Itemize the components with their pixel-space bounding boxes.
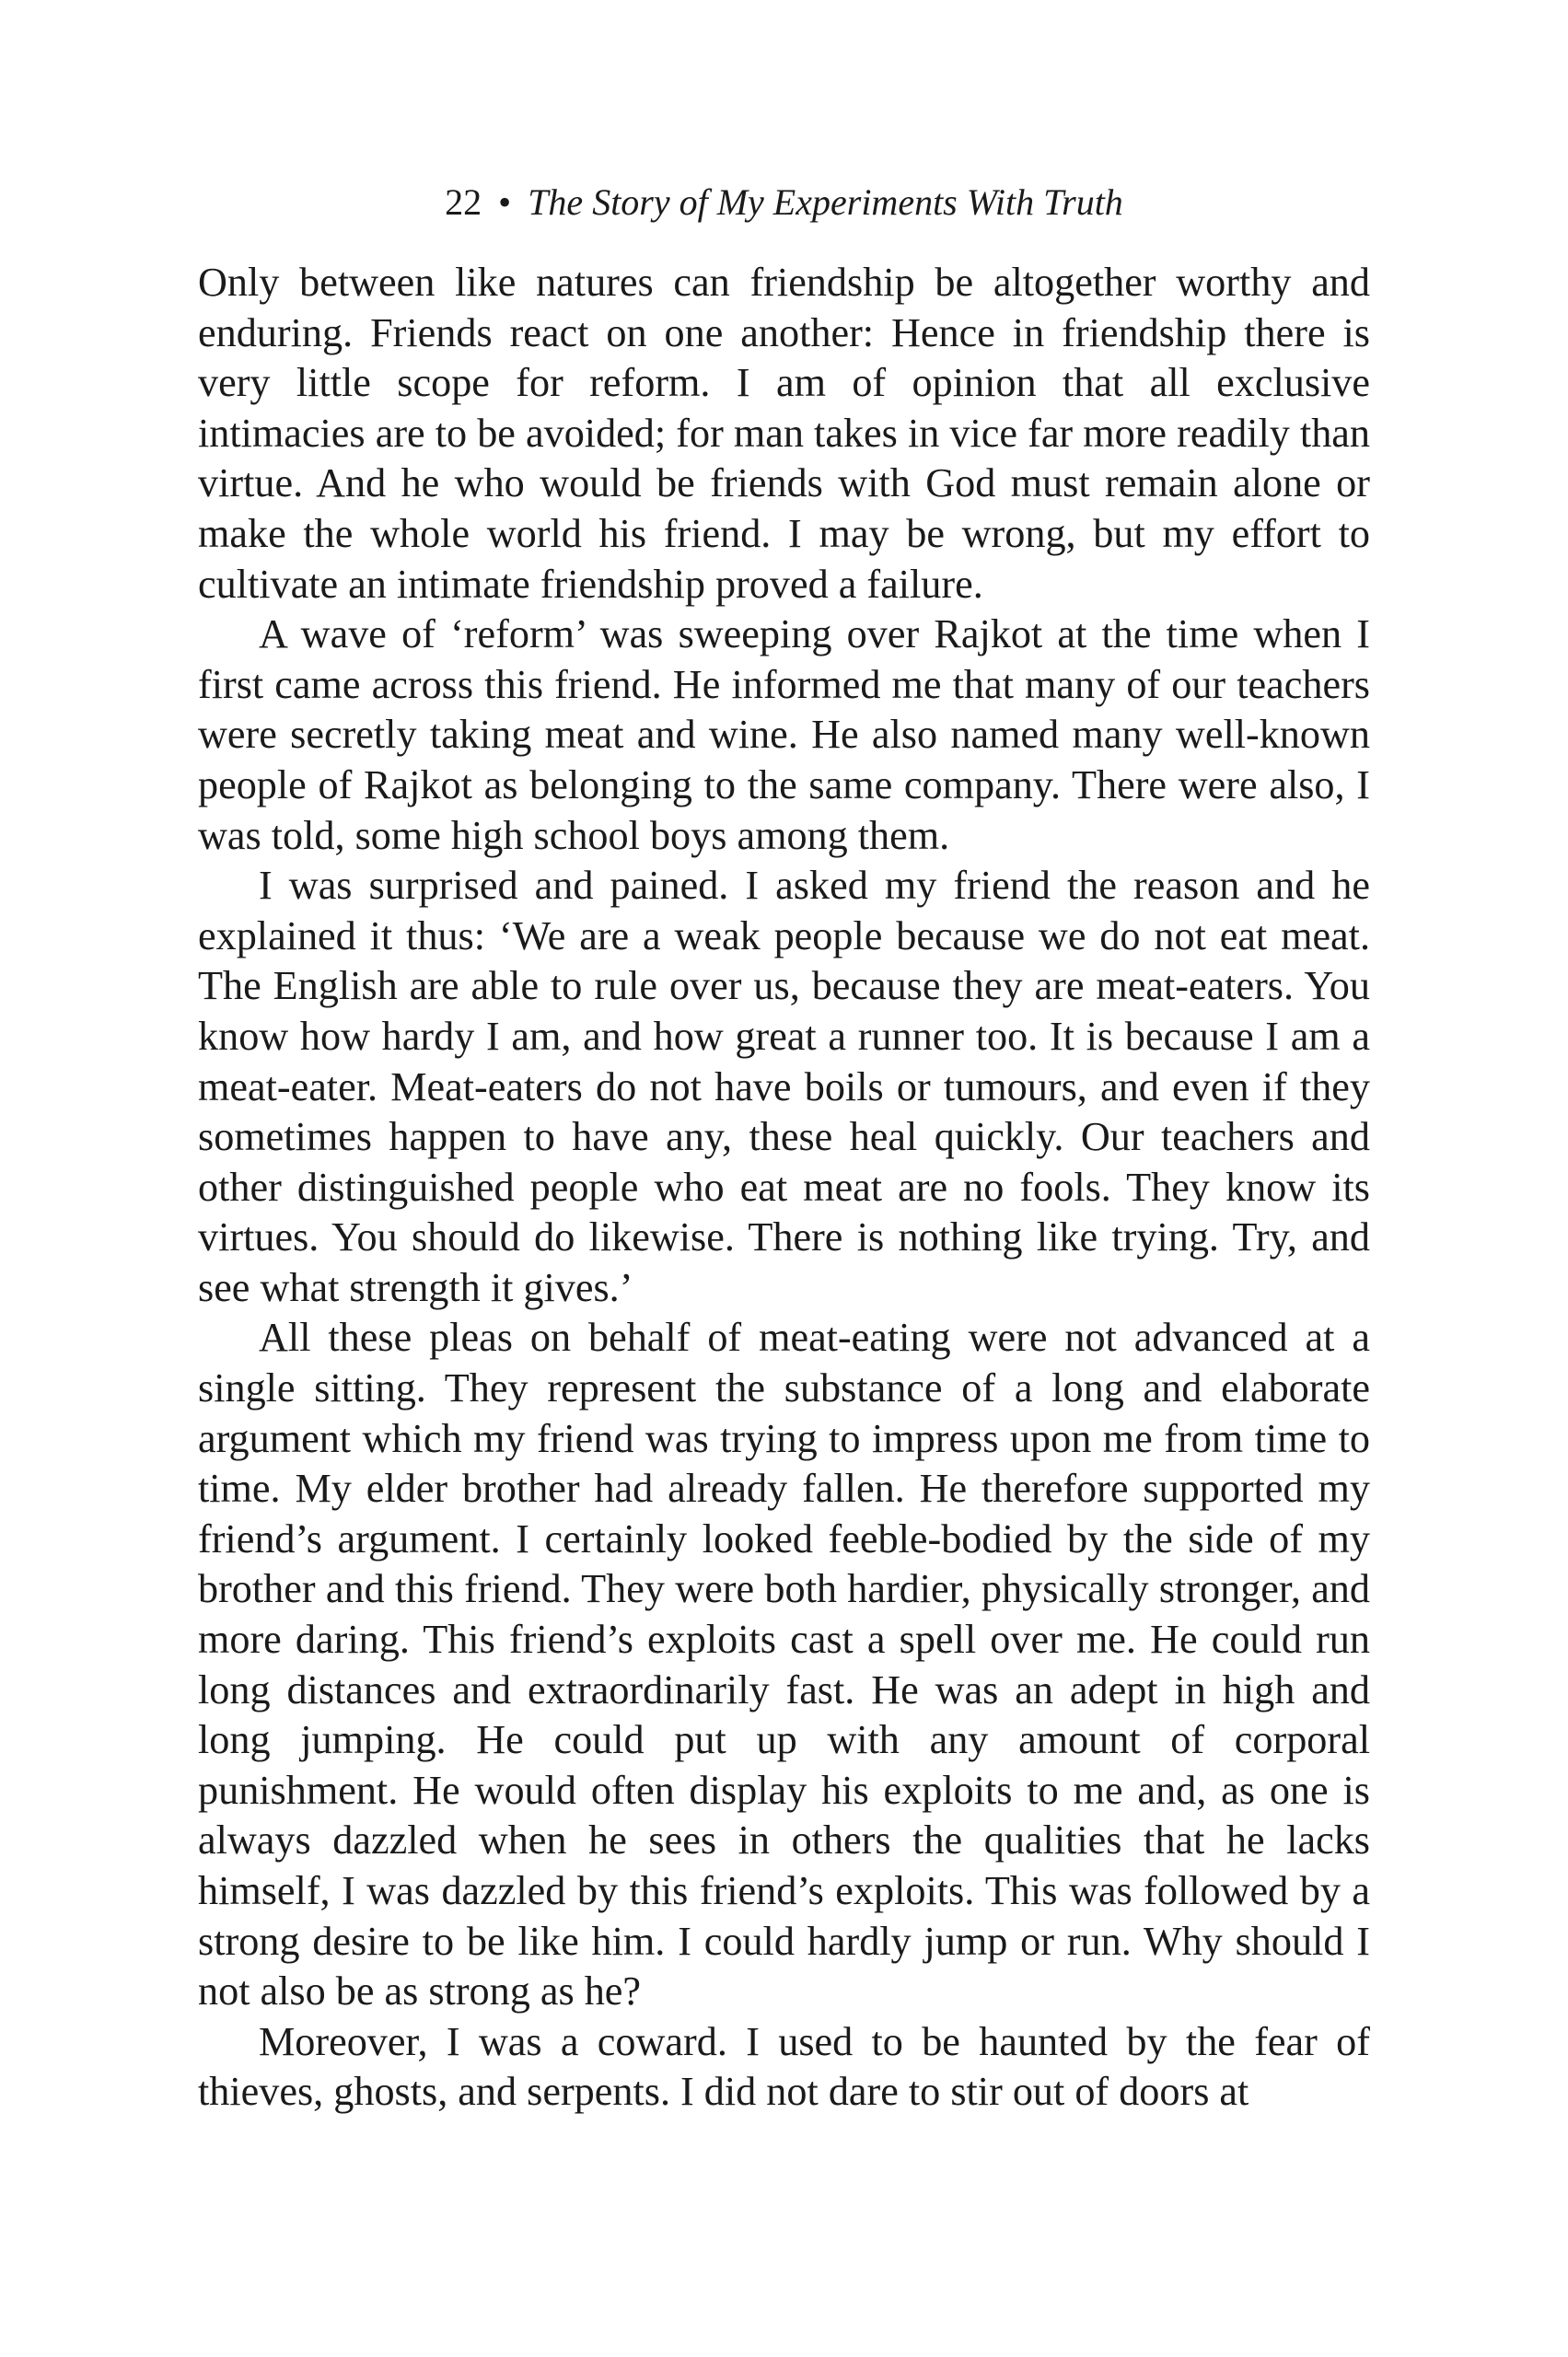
page-number: 22 [445,181,482,223]
paragraph: All these pleas on behalf of meat-eating were not advanced at a single sitting. They represent the substance of a long and elaborate argument which my friend was trying to impress upon me from time to time. My elder brother had already fallen. He therefore supported my friend’s argument. I certainly looked feeble-bodied by the side of my brother and this friend. They were both hardier, physically stronger, and more daring. This friend’s exploits cast a spell over me. He could run long distances and extraordinarily fast. He was an adept in high and long jumping. He could put up with any amount of corporal punishment. He would often display his exploits to me and, as one is always dazzled when he sees in others the qualities that he lacks himself, I was dazzled by this friend’s exploits. This was followed by a strong desire to be like him. I could hardly jump or run. Why should I not also be as strong as he? [198,1315,1370,2014]
paragraph: Moreover, I was a coward. I used to be haunted by the fear of thieves, ghosts, and serpents. I did not dare to stir out of doors at [198,2018,1370,2115]
paragraph: A wave of ‘reform’ was sweeping over Rajkot at the time when I first came across this friend. He informed me that many of our teachers were secretly taking meat and wine. He also named many well-known people of Rajkot as belonging to the same company. There were also, I was told, some high school boys among them. [198,611,1370,858]
running-head [198,180,1370,225]
book-title: The Story of My Experiments With Truth [528,181,1123,223]
body-text [198,258,1370,2118]
paragraph: Only between like natures can friendship be altogether worthy and enduring. Friends react on one another: Hence in friendship there is very little scope for reform. I am of opinion that all exclusive intimacies are to be avoided; for man takes in vice far more readily than virtue. And he who would be friends with God must remain alone or make the whole world his friend. I may be wrong, but my effort to cultivate an intimate friendship proved a failure. [198,260,1370,607]
header-separator: • [498,181,512,223]
paragraph: I was surprised and pained. I asked my friend the reason and he explained it thus: ‘We are a weak people because we do not eat meat. The English are able to rule over us, because they are meat-eaters. You know how hardy I am, and how great a runner too. It is because I am a meat-eater. Meat-eaters do not have boils or tumours, and even if they sometimes happen to have any, these heal quickly. Our teachers and other distinguished people who eat meat are no fools. They know its virtues. You should do likewise. There is nothing like trying. Try, and see what strength it gives.’ [198,863,1370,1310]
